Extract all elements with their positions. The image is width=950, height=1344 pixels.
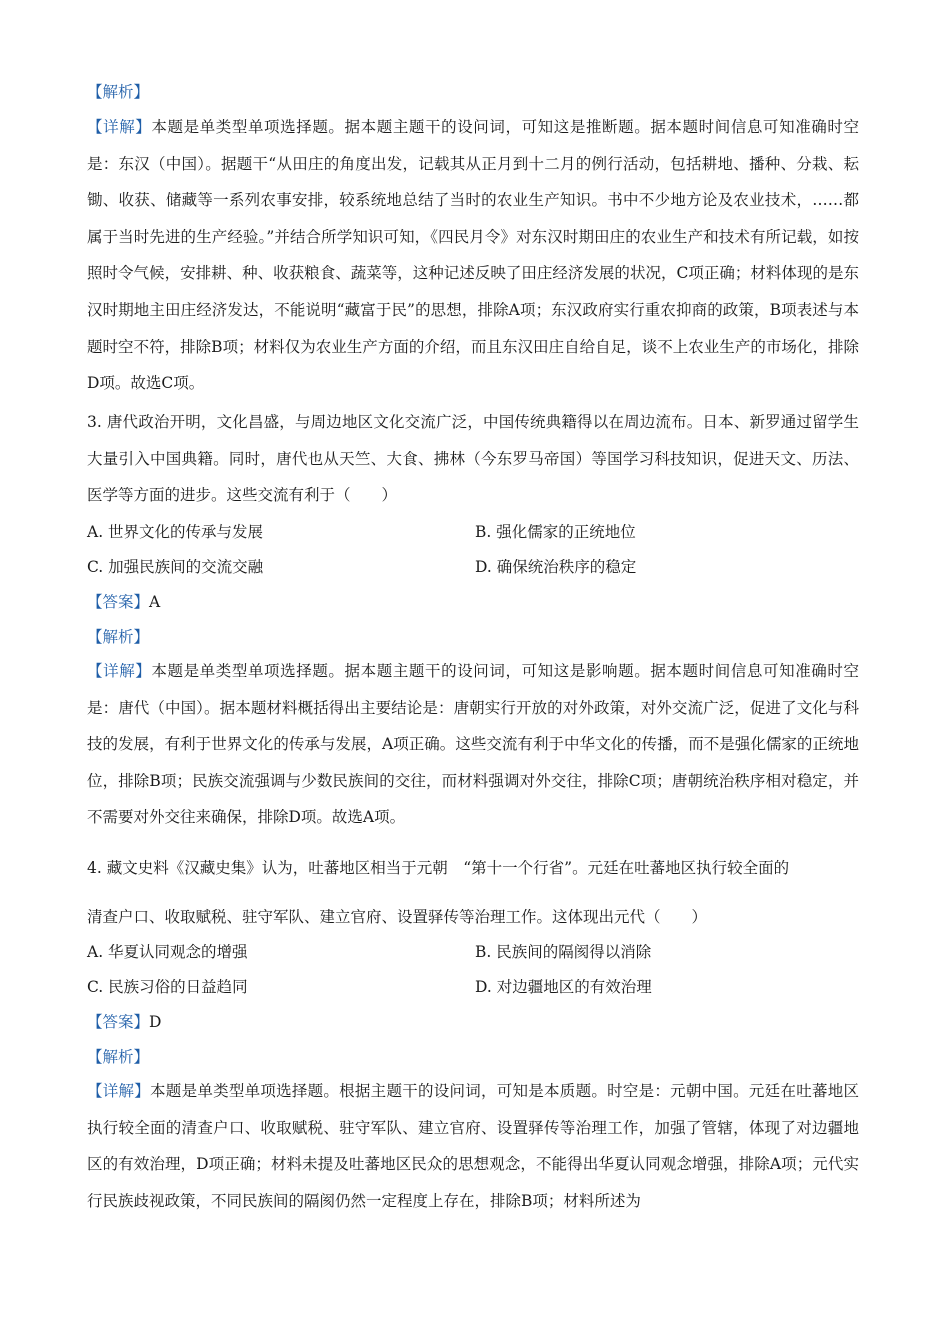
q3-option-a: A. 世界文化的传承与发展 xyxy=(87,523,264,541)
q3-answer-tag: 【答案】 xyxy=(87,593,150,611)
q4-detail-tag: 【详解】 xyxy=(87,1082,151,1100)
q4-answer-value: D xyxy=(149,1013,162,1031)
q4-detail-text: 本题是单类型单项选择题。根据主题干的设问词，可知是本质题。时空是：元朝中国。元廷在吐蕃地区执行较全面的清查户口、收取赋税、驻守军队、建立官府、设置驿传等治理工作，加强了管辖，体现了对边疆地区的有效治理，D项正确；材料未提及吐蕃地区民众的思想观念，不能得出华夏认同观念增强，排除A项；元代实行民族歧视政策，不同民族间的隔阂仍然一定程度上存在，排除B项；材料所述为 xyxy=(87,1082,859,1210)
q4-stem-line1: 4. 藏文史料《汉藏史集》认为，吐蕃地区相当于元朝 “第十一个行省”。元廷在吐蕃地区执行较全面的 xyxy=(87,859,790,877)
q3-answer-value: A xyxy=(149,593,161,611)
q2-detail-text: 本题是单类型单项选择题。据本题主题干的设问词，可知这是推断题。据本题时间信息可知准确时空是：东汉（中国）。据题干“从田庄的角度出发，记载其从正月到十二月的例行活动，包括耕地、播种、分栽、耘锄、收获、储藏等一系列农事安排，较系统地总结了当时的农业生产知识。书中不少地方论及农业技术，……都属于当时先进的生产经验。”并结合所学知识可知，《四民月令》对东汉时期田庄的农业生产和技术有所记载，如按照时令气候，安排耕、种、收获粮食、蔬菜等，这种记述反映了田庄经济发展的状况，C项正确；材料体现的是东汉时期地主田庄经济发达，不能说明“藏富于民”的思想，排除A项；东汉政府实行重农抑商的政策，B项表述与本题时空不符，排除B项；材料仅为农业生产方面的介绍，而且东汉田庄自给自足，谈不上农业生产的市场化，排除D项。故选C项。 xyxy=(87,118,859,393)
q4-option-a: A. 华夏认同观念的增强 xyxy=(87,943,248,961)
q3-option-b: B. 强化儒家的正统地位 xyxy=(475,523,636,541)
q3-option-d: D. 确保统治秩序的稳定 xyxy=(475,558,637,576)
q2-detail xyxy=(87,109,859,402)
q4-stem-line2: 清查户口、收取赋税、驻守军队、建立官府、设置驿传等治理工作。这体现出元代（ ） xyxy=(87,908,708,926)
q2-detail-tag: 【详解】 xyxy=(87,118,152,136)
q3-answer xyxy=(87,592,160,612)
q4-jiexi-label: 【解析】 xyxy=(87,1048,150,1066)
q4-option-b: B. 民族间的隔阂得以消除 xyxy=(475,943,652,961)
q3-option-c: C. 加强民族间的交流交融 xyxy=(87,558,264,576)
q4-option-d: D. 对边疆地区的有效治理 xyxy=(475,978,652,996)
q4-answer-tag: 【答案】 xyxy=(87,1013,150,1031)
q4-option-c: C. 民族习俗的日益趋同 xyxy=(87,978,248,996)
q2-jiexi-label: 【解析】 xyxy=(87,83,150,101)
q3-detail-tag: 【详解】 xyxy=(87,662,152,680)
q4-answer xyxy=(87,1012,161,1032)
q4-detail xyxy=(87,1073,859,1219)
q3-detail xyxy=(87,653,859,836)
q3-jiexi-label: 【解析】 xyxy=(87,628,150,646)
q3-stem: 3. 唐代政治开明，文化昌盛，与周边地区文化交流广泛，中国传统典籍得以在周边流布。日本、新罗通过留学生大量引入中国典籍。同时，唐代也从天竺、大食、拂林（今东罗马帝国）等国学习科技知识，促进天文、历法、医学等方面的进步。这些交流有利于（ ） xyxy=(87,413,859,505)
q3-detail-text: 本题是单类型单项选择题。据本题主题干的设问词，可知这是影响题。据本题时间信息可知准确时空是：唐代（中国）。据本题材料概括得出主要结论是：唐朝实行开放的对外政策，对外交流广泛，促进了文化与科技的发展，有利于世界文化的传承与发展，A项正确。这些交流有利于中华文化的传播，而不是强化儒家的正统地位，排除B项；民族交流强调与少数民族间的交往，而材料强调对外交往，排除C项；唐朝统治秩序相对稳定，并不需要对外交往来确保，排除D项。故选A项。 xyxy=(87,662,859,827)
